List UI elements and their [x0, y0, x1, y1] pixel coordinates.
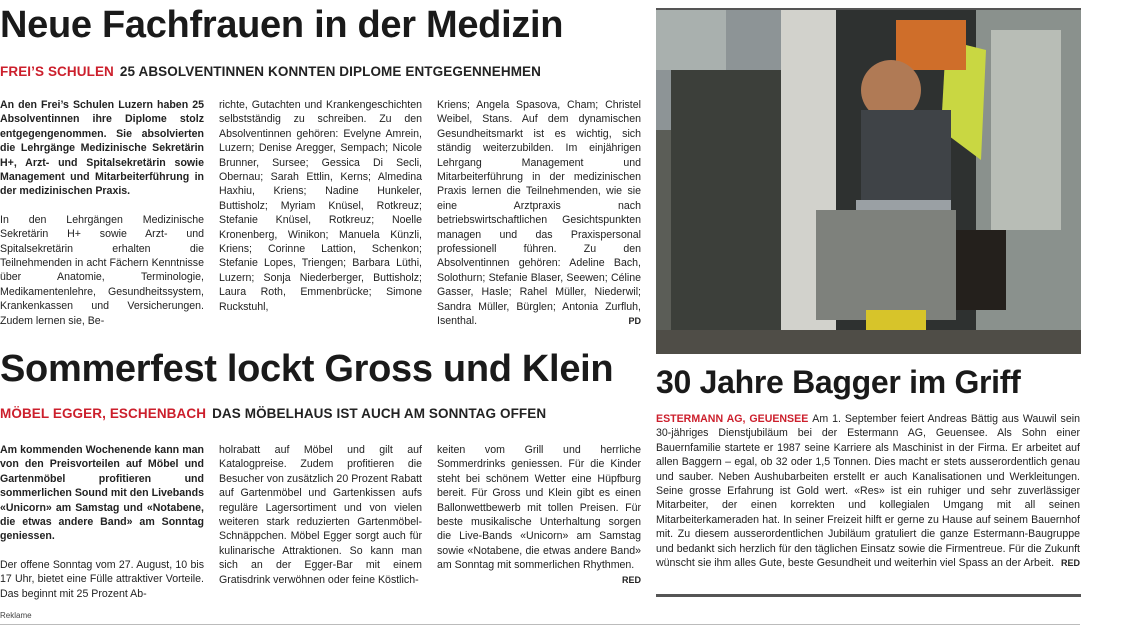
article2-column-3	[437, 443, 641, 587]
article1-lead: An den Frei’s Schulen Luzern haben 25 Absolventinnen ihre Diplome stolz entgegengenommen. Sie absolvierten die Lehrgänge Medizinische Sekretärin H+, Arzt- und Spitalsekretärin sowie Management und Mitarbeiterführung in der medizinischen Praxis.	[0, 99, 204, 198]
article3-text: Am 1. September feiert Andreas Bättig aus Wauwil sein 30-jähriges Dienstjubiläum bei der Estermann AG, Geuensee. Als Sohn einer Bauernfamilie startete er 1987 seine Karriere als Maschinist in der Firma. Er arbeitet auf allen Baggern – egal, ob 32 oder 1,5 Tonnen. Dies macht er stets ausserordentlich genau und sauber. Neben Aushubarbeiten erstellt er auch Kanalisationen und Werkleitungen. Seine grosse Erfahrung ist Gold wert. «Res» ist ein ruhiger und sehr zuverlässiger Mitarbeiter, der einen korrekten und kollegialen Umgang mit all seinen Mitarbeiterkameraden hat. In seiner Freizeit hilft er gerne zu Hause auf seinem Bauernhof mit. Zu diesem ausserordentlichen Jubiläum gratuliert die ganze Estermann-Baugruppe und bedankt sich herzlich für den täglichen Einsatz sowie die Firmentreue. Für die Zukunft wünscht sie ihm alles Gute, beste Gesundheit und weiterhin viel Spass an der Arbeit.	[656, 413, 1080, 570]
article1-col2-body: richte, Gutachten und Krankengeschichten selbstständig zu schreiben. Zu den Absolventinnen gehören: Evelyne Amrein, Luzern; Denise Aregger, Sempach; Nicole Brunner, Sursee; Gessica Di Secli, Obernau; Sarah Ettlin, Kerns; Almedina Haxhiu, Kriens; Nadine Hunkeler, Buttisholz; Myriam Knüsel, Rotkreuz; Stefanie Knüsel, Rotkreuz; Noelle Kronenberg, Winikon; Manuela Künzli, Kriens; Corinne Lattion, Schenkon; Stefanie Lopes, Triengen; Barbara Lüthi, Luzern; Sonja Niederberger, Buttisholz; Laura Roth, Emmenbrücke; Simone Ruckstuhl,	[219, 99, 422, 313]
article2-lead: Am kommenden Wochenende kann man von den Preisvorteilen auf Möbel und Gartenmöbel profitieren und sommerlichen Sound mit den Livebands «Unicorn» am Samstag und «Notabene, die etwas andere Band» am Sonntag geniessen.	[0, 444, 204, 543]
kicker-estermann: ESTERMANN AG, GEUENSEE	[656, 413, 809, 425]
article1-col3-body: Kriens; Angela Spasova, Cham; Christel Weibel, Stans. Auf dem dynamischen Gesundheitsmarkt ist es wichtig, sich ständig weiterzubilden. Im einjährigen Lehrgang Management und Mitarbeiterführung in der medizinischen Praxis lernen die Teilnehmenden, wie sie eine Arztpraxis nach betriebswirtschaftlichen Gesichtspunkten managen und das Praxispersonal professionell führen. Zu den Absolventinnen gehören: Adeline Bach, Solothurn; Stefanie Blaser, Seewen; Céline Gasser, Hasle; Rahel Müller, Niederwil; Sandra Müller, Bürglen; Antonia Zurfluh, Isenthal. PD	[437, 99, 641, 328]
excavator-photo	[656, 10, 1081, 354]
article1-column-1	[0, 98, 204, 328]
kicker-subtitle: DAS MÖBELHAUS IST AUCH AM SONNTAG OFFEN	[212, 406, 547, 421]
article2-col2-body: holrabatt auf Möbel und gilt auf Katalogpreise. Zudem profitieren die Besucher von zusätzlich 20 Prozent Rabatt auf Gartenmöbel und Gartenkissen aufs reguläre Lagersortiment und von vielen weiteren stark reduzierten Gartenmöbel-Schnäppchen. Möbel Egger sorgt auch für kulinarische Attraktionen. So kann man sich an der Egger-Bar mit einem Gratisdrink verwöhnen oder feine Köstlich-	[219, 444, 422, 586]
article3-bottom-rule	[656, 594, 1081, 597]
kicker-freis-schulen	[0, 64, 541, 79]
footer-rule	[0, 624, 1080, 625]
article1-column-2	[219, 98, 422, 314]
article3-sign: RED	[1060, 558, 1080, 569]
kicker-subtitle: 25 ABSOLVENTINNEN KONNTEN DIPLOME ENTGEGENNEHMEN	[119, 64, 542, 79]
article2-col3-body: keiten vom Grill und herrliche Sommerdrinks geniessen. Für die Kinder steht bei schönem Wetter eine Hüpfburg bereit. Für Gross und Klein gibt es einen Ballonwettbewerb mit tollen Preisen. Für beste musikalische Unterhaltung sorgen die Live-Bands «Unicorn» am Samstag sowie «Notabene, die etwas andere Band» am Sonntag mit sommerlichen Rhythmen. RED	[437, 443, 641, 573]
article1-sign: PD	[628, 316, 641, 327]
article2-col1-body: Der offene Sonntag vom 27. August, 10 bis 17 Uhr, bietet eine Fülle attraktiver Vorteile. Das beginnt mit 25 Prozent Ab-	[0, 558, 204, 600]
kicker-moebel-egger	[0, 406, 546, 421]
article2-column-1	[0, 443, 204, 601]
article3-body	[656, 412, 1080, 570]
article2-sign: RED	[621, 574, 641, 585]
article1-col1-body: In den Lehrgängen Medizinische Sekretärin H+ sowie Arzt- und Spitalsekretärin erhalten die Teilnehmenden in acht Fächern Kenntnisse über Anatomie, Terminologie, Medikamentenlehre, Gesundheitssystem, Krankenkassen und Versicherungen. Zudem lernen sie, Be-	[0, 213, 204, 327]
headline-sommerfest: Sommerfest lockt Gross und Klein	[0, 348, 614, 390]
headline-bagger: 30 Jahre Bagger im Griff	[656, 364, 1021, 400]
kicker-source: MÖBEL EGGER, ESCHENBACH	[0, 406, 207, 421]
reklame-label: Reklame	[0, 611, 32, 620]
kicker-source: FREI’S SCHULEN	[0, 64, 114, 79]
article2-column-2	[219, 443, 422, 587]
headline-fachfrauen: Neue Fachfrauen in der Medizin	[0, 4, 564, 46]
article1-column-3	[437, 98, 641, 329]
